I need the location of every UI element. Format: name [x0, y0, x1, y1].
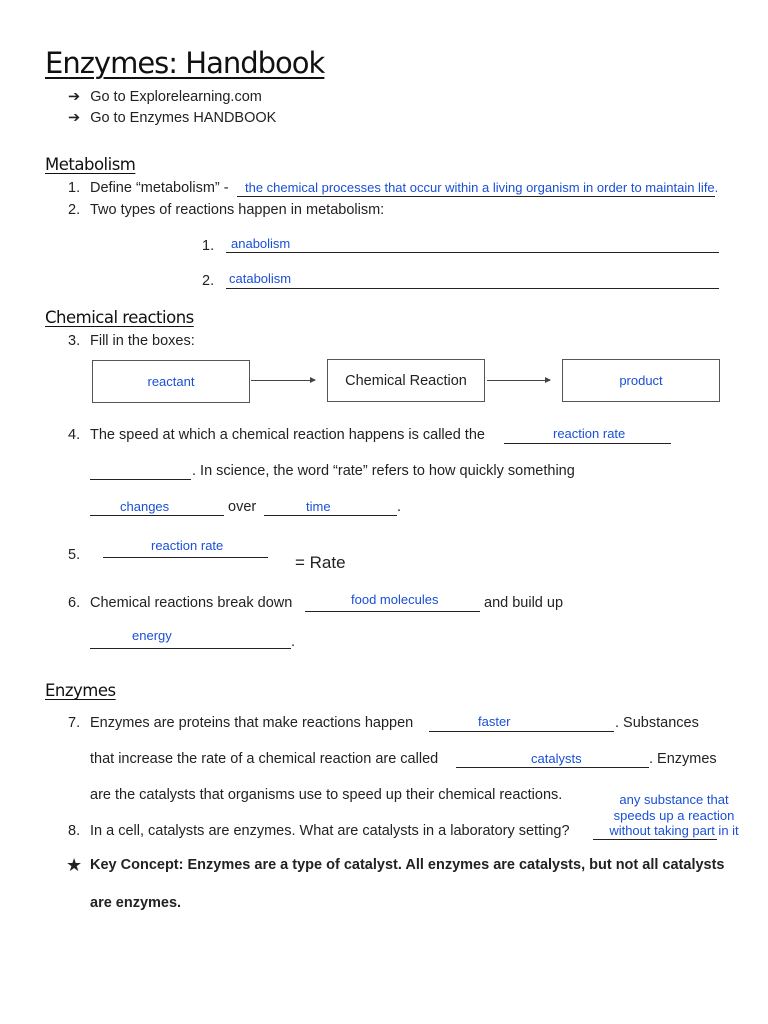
product-box[interactable] — [562, 359, 720, 402]
answer-time[interactable]: time — [306, 499, 331, 514]
question-text: and build up — [484, 595, 564, 611]
question-number: 6. — [68, 595, 81, 611]
question-text: Two types of reactions happen in metabolism: — [90, 202, 385, 218]
question-text: are the catalysts that organisms use to speed up their chemical reactions. — [90, 787, 563, 803]
step-1 — [68, 89, 262, 105]
question-number: 1. — [68, 180, 81, 196]
question-text: . Substances — [615, 715, 699, 731]
answer-faster[interactable]: faster — [478, 714, 511, 729]
reactant-box[interactable] — [92, 360, 250, 403]
answer-line-2: speeds up a reaction — [613, 807, 735, 823]
answer-line — [456, 767, 649, 768]
section-heading-enzymes: Enzymes — [45, 681, 116, 700]
answer-line — [237, 196, 715, 197]
question-number: 7. — [68, 715, 81, 731]
page-title: Enzymes: Handbook — [45, 46, 325, 80]
answer-line — [504, 443, 671, 444]
answer-line-3: without taking part in it — [609, 823, 739, 838]
answer-line — [90, 515, 224, 516]
question-text: . Enzymes — [649, 751, 717, 767]
question-number: 2. — [68, 202, 81, 218]
question-number: 4. — [68, 427, 81, 443]
answer-food-molecules[interactable]: food molecules — [351, 592, 439, 607]
list-number: 1. — [202, 238, 215, 254]
answer-reaction-rate[interactable]: reaction rate — [553, 426, 626, 441]
arrow-icon: ➔ — [68, 110, 81, 126]
answer-catalysts[interactable]: catalysts — [531, 751, 582, 766]
question-number: 5. — [68, 547, 81, 563]
answer-catabolism[interactable]: catabolism — [229, 271, 292, 286]
question-text: Enzymes are proteins that make reactions happen — [90, 715, 414, 731]
question-text: Define “metabolism” - — [90, 180, 229, 196]
step-text: Go to Enzymes HANDBOOK — [90, 110, 277, 126]
star-icon: ★ — [66, 855, 83, 875]
answer-line-1: any substance that — [619, 792, 729, 807]
answer-line — [264, 515, 397, 516]
reactant-answer: reactant — [147, 374, 195, 389]
answer-line — [593, 839, 717, 840]
answer-line — [429, 731, 614, 732]
question-text: The speed at which a chemical reaction happens is called the — [90, 427, 485, 443]
answer-metabolism-definition[interactable]: the chemical processes that occur within a living organism in order to maintain life. — [245, 180, 719, 195]
answer-line — [103, 557, 268, 558]
question-text: Chemical reactions break down — [90, 595, 293, 611]
equals-rate-label: = Rate — [295, 553, 346, 572]
answer-line — [305, 611, 480, 612]
right-arrow-icon — [251, 380, 315, 381]
right-arrow-icon — [487, 380, 550, 381]
answer-line — [226, 252, 719, 253]
answer-line — [226, 288, 719, 289]
key-concept-text: Key Concept: Enzymes are a type of catalyst. All enzymes are catalysts, but not all catalysts — [90, 857, 725, 873]
question-number: 8. — [68, 823, 81, 839]
answer-changes[interactable]: changes — [120, 499, 170, 514]
chemical-reaction-box — [327, 359, 485, 402]
question-text: . In science, the word “rate” refers to how quickly something — [192, 463, 575, 479]
answer-line — [90, 479, 191, 480]
arrow-icon: ➔ — [68, 89, 81, 105]
answer-line — [90, 648, 291, 649]
step-2 — [68, 110, 276, 126]
list-number: 2. — [202, 273, 215, 289]
answer-energy[interactable]: energy — [132, 628, 172, 643]
section-heading-metabolism: Metabolism — [45, 155, 136, 174]
question-number: 3. — [68, 333, 81, 349]
question-text: over — [228, 499, 257, 515]
answer-anabolism[interactable]: anabolism — [231, 236, 291, 251]
product-answer: product — [619, 373, 663, 388]
step-text: Go to Explorelearning.com — [90, 89, 262, 105]
key-concept-text: are enzymes. — [90, 895, 182, 911]
section-heading-chemical-reactions: Chemical reactions — [45, 308, 194, 327]
question-text: Fill in the boxes: — [90, 333, 195, 349]
answer-reaction-rate-formula[interactable]: reaction rate — [151, 538, 224, 553]
answer-catalyst-lab-definition[interactable] — [608, 792, 740, 839]
question-text: In a cell, catalysts are enzymes. What are catalysts in a laboratory setting? — [90, 823, 570, 839]
chemical-reaction-label: Chemical Reaction — [345, 372, 467, 389]
question-text: that increase the rate of a chemical reaction are called — [90, 751, 439, 767]
